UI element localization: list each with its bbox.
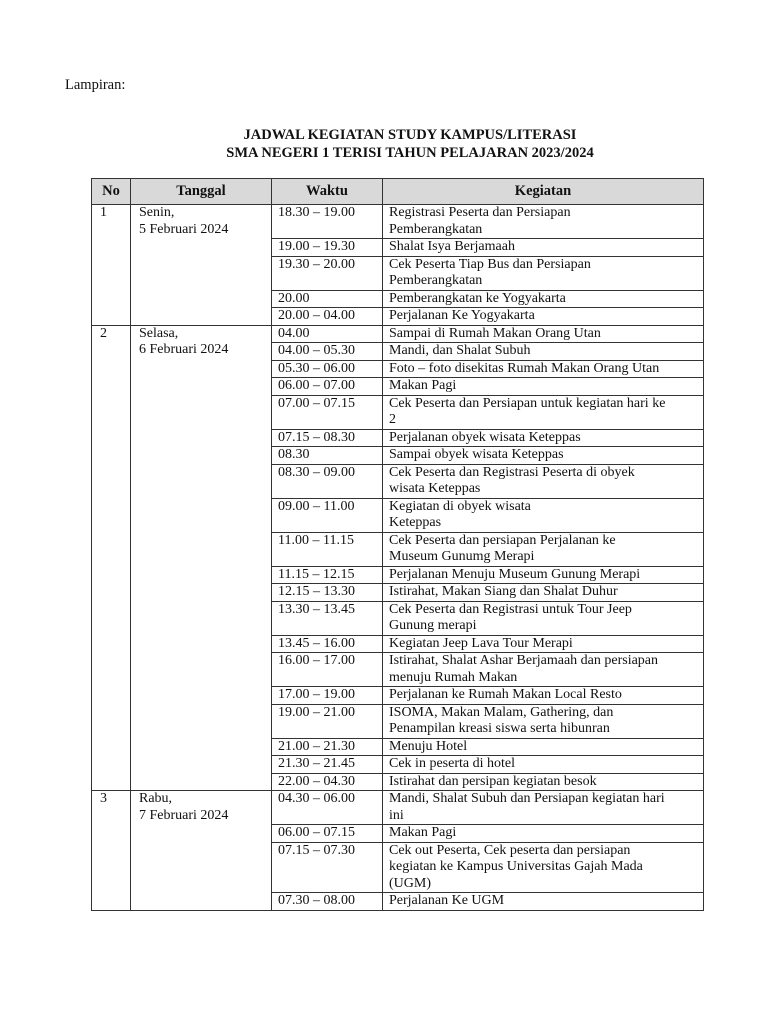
title-line-2: SMA NEGERI 1 TERISI TAHUN PELAJARAN 2023/2024 [226, 145, 594, 161]
activity-cell: Menuju Hotel [383, 738, 704, 756]
header-kegiatan: Kegiatan [383, 179, 704, 205]
time-cell: 19.00 – 19.30 [272, 239, 383, 257]
activity-cell: ISOMA, Makan Malam, Gathering, dan Penampilan kreasi siswa serta hibunran [383, 704, 704, 738]
time-cell: 17.00 – 19.00 [272, 687, 383, 705]
day-date: Selasa, 6 Februari 2024 [131, 325, 272, 791]
activity-cell: Perjalanan ke Rumah Makan Local Resto [383, 687, 704, 705]
day-date: Rabu, 7 Februari 2024 [131, 791, 272, 911]
activity-cell: Kegiatan di obyek wisata Keteppas [383, 498, 704, 532]
activity-cell: Istirahat dan persipan kegiatan besok [383, 773, 704, 791]
day-date: Senin, 5 Februari 2024 [131, 205, 272, 326]
time-cell: 20.00 [272, 290, 383, 308]
activity-cell: Kegiatan Jeep Lava Tour Merapi [383, 635, 704, 653]
time-cell: 18.30 – 19.00 [272, 205, 383, 239]
time-cell: 08.30 [272, 447, 383, 465]
time-cell: 07.15 – 07.30 [272, 842, 383, 893]
document-title [0, 126, 768, 162]
activity-cell: Makan Pagi [383, 825, 704, 843]
time-cell: 13.30 – 13.45 [272, 601, 383, 635]
time-cell: 21.30 – 21.45 [272, 756, 383, 774]
attachment-label: Lampiran: [65, 77, 126, 93]
activity-cell: Registrasi Peserta dan Persiapan Pemberangkatan [383, 205, 704, 239]
activity-cell: Istirahat, Makan Siang dan Shalat Duhur [383, 584, 704, 602]
table-row [92, 205, 704, 239]
table-row [92, 791, 704, 825]
time-cell: 22.00 – 04.30 [272, 773, 383, 791]
time-cell: 08.30 – 09.00 [272, 464, 383, 498]
time-cell: 12.15 – 13.30 [272, 584, 383, 602]
time-cell: 20.00 – 04.00 [272, 308, 383, 326]
time-cell: 07.15 – 08.30 [272, 429, 383, 447]
header-no: No [92, 179, 131, 205]
time-cell: 21.00 – 21.30 [272, 738, 383, 756]
activity-cell: Perjalanan Ke Yogyakarta [383, 308, 704, 326]
time-cell: 13.45 – 16.00 [272, 635, 383, 653]
time-cell: 04.00 [272, 325, 383, 343]
time-cell: 19.00 – 21.00 [272, 704, 383, 738]
activity-cell: Cek Peserta dan persiapan Perjalanan ke Museum Gunumg Merapi [383, 532, 704, 566]
time-cell: 04.30 – 06.00 [272, 791, 383, 825]
time-cell: 06.00 – 07.15 [272, 825, 383, 843]
time-cell: 04.00 – 05.30 [272, 343, 383, 361]
activity-cell: Sampai di Rumah Makan Orang Utan [383, 325, 704, 343]
day-number: 1 [92, 205, 131, 326]
schedule-body [92, 205, 704, 911]
activity-cell: Istirahat, Shalat Ashar Berjamaah dan persiapan menuju Rumah Makan [383, 653, 704, 687]
time-cell: 16.00 – 17.00 [272, 653, 383, 687]
activity-cell: Cek Peserta Tiap Bus dan Persiapan Pemberangkatan [383, 256, 704, 290]
title-line-1: JADWAL KEGIATAN STUDY KAMPUS/LITERASI [243, 127, 577, 143]
activity-cell: Cek Peserta dan Registrasi untuk Tour Jeep Gunung merapi [383, 601, 704, 635]
table-row [92, 325, 704, 343]
time-cell: 11.15 – 12.15 [272, 566, 383, 584]
time-cell: 11.00 – 11.15 [272, 532, 383, 566]
schedule-table [91, 178, 704, 911]
time-cell: 06.00 – 07.00 [272, 378, 383, 396]
activity-cell: Sampai obyek wisata Keteppas [383, 447, 704, 465]
activity-cell: Cek Peserta dan Persiapan untuk kegiatan hari ke 2 [383, 395, 704, 429]
time-cell: 19.30 – 20.00 [272, 256, 383, 290]
activity-cell: Perjalanan Menuju Museum Gunung Merapi [383, 566, 704, 584]
activity-cell: Perjalanan Ke UGM [383, 893, 704, 911]
activity-cell: Makan Pagi [383, 378, 704, 396]
header-waktu: Waktu [272, 179, 383, 205]
header-tanggal: Tanggal [131, 179, 272, 205]
activity-cell: Mandi, Shalat Subuh dan Persiapan kegiatan hari ini [383, 791, 704, 825]
day-number: 3 [92, 791, 131, 911]
activity-cell: Cek Peserta dan Registrasi Peserta di obyek wisata Keteppas [383, 464, 704, 498]
activity-cell: Cek out Peserta, Cek peserta dan persiapan kegiatan ke Kampus Universitas Gajah Mada (UGM) [383, 842, 704, 893]
activity-cell: Perjalanan obyek wisata Keteppas [383, 429, 704, 447]
activity-cell: Mandi, dan Shalat Subuh [383, 343, 704, 361]
time-cell: 05.30 – 06.00 [272, 360, 383, 378]
time-cell: 07.30 – 08.00 [272, 893, 383, 911]
activity-cell: Foto – foto disekitas Rumah Makan Orang Utan [383, 360, 704, 378]
activity-cell: Cek in peserta di hotel [383, 756, 704, 774]
activity-cell: Shalat Isya Berjamaah [383, 239, 704, 257]
time-cell: 09.00 – 11.00 [272, 498, 383, 532]
table-header-row [92, 179, 704, 205]
day-number: 2 [92, 325, 131, 791]
time-cell: 07.00 – 07.15 [272, 395, 383, 429]
activity-cell: Pemberangkatan ke Yogyakarta [383, 290, 704, 308]
